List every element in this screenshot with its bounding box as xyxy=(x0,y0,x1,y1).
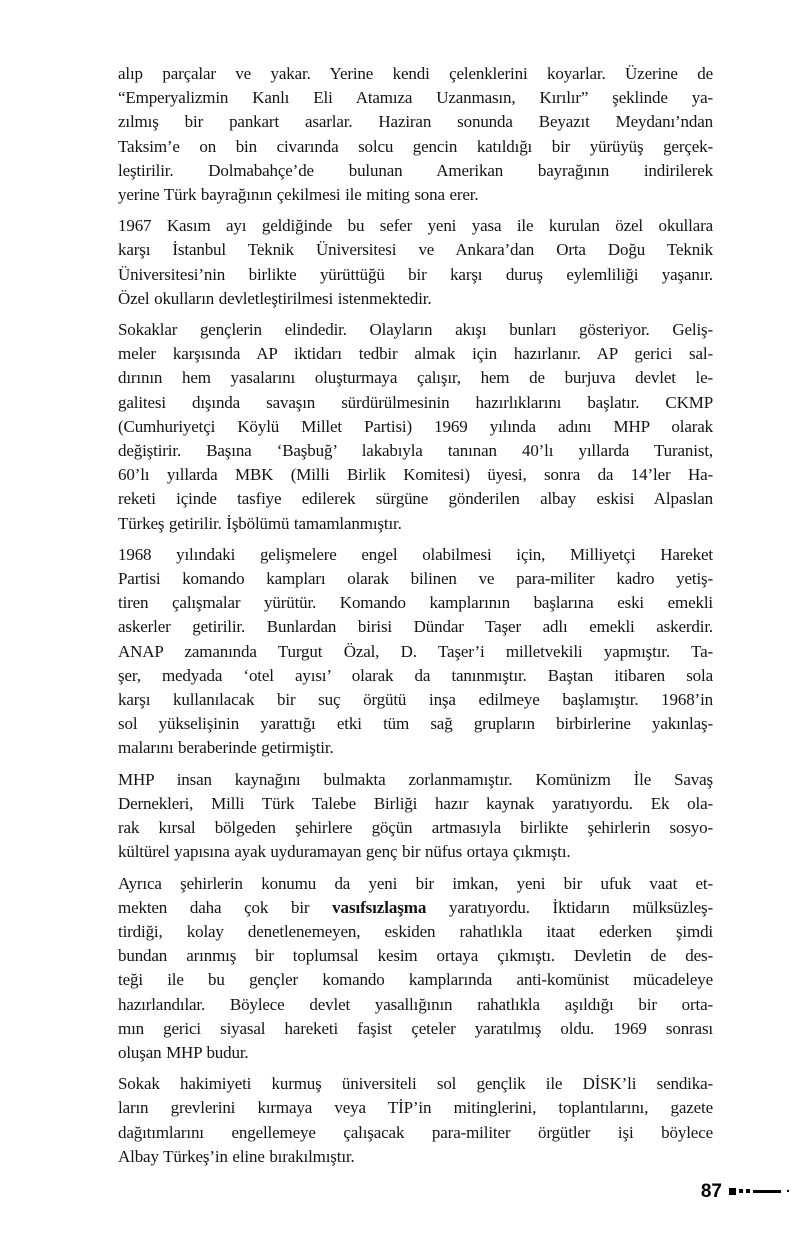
text-line: Partisi komando kampları olarak bilinen ve para-militer kadro yetiş- xyxy=(118,569,713,589)
text-line: ANAP zamanında Turgut Özal, D. Taşer’i milletvekili yapmıştır. Ta- xyxy=(118,641,713,661)
paragraph xyxy=(118,62,713,207)
text-line: tirdiği, kolay denetlenemeyen, eskiden rahatlıkla itaat ederken şimdi xyxy=(118,921,713,941)
text-line: ların grevlerini kırmaya veya TİP’in mitinglerini, toplantılarını, gazete xyxy=(118,1098,713,1118)
paragraph xyxy=(118,1072,713,1169)
ornament-dot xyxy=(787,1190,789,1192)
text-line: karşı İstanbul Teknik Üniversitesi ve Ankara’dan Orta Doğu Teknik xyxy=(118,240,713,260)
text-line: Albay Türkeş’in eline bırakılmıştır. xyxy=(118,1146,355,1166)
text-line: Taksim’e on bin civarında solcu gencin katıldığı bir yürüyüş gerçek- xyxy=(118,136,713,156)
text-line: malarını beraberinde getirmiştir. xyxy=(118,738,334,758)
text-line: 1968 yılındaki gelişmelere engel olabilmesi için, Milliyetçi Hareket xyxy=(118,544,713,564)
text-line: Sokak hakimiyeti kurmuş üniversiteli sol gençlik ile DİSK’li sendika- xyxy=(118,1074,713,1094)
page-text xyxy=(118,62,713,1176)
ornament-square-small xyxy=(739,1189,743,1193)
ornament-square-large xyxy=(729,1188,736,1195)
text-line: hazırlandılar. Böylece devlet yasallığının rahatlıkla aşıldığı bir orta- xyxy=(118,994,713,1014)
text-line: bundan arınmış bir toplumsal kesim ortaya çıkmıştı. Devletin de des- xyxy=(118,946,713,966)
text-line: reketi içinde tasfiye edilerek sürgüne gönderilen albay eskisi Alpaslan xyxy=(118,489,713,509)
paragraph xyxy=(118,543,713,761)
text-line: Sokaklar gençlerin elindedir. Olayların akışı bunları gösteriyor. Geliş- xyxy=(118,320,713,340)
text-line: teği ile bu gençler komando kamplarında anti-komünist mücadeleye xyxy=(118,970,713,990)
text-line: değiştirir. Başına ‘Başbuğ’ lakabıyla tanınan 40’lı yıllarda Turanist, xyxy=(118,441,713,461)
text-line: askerler getirilir. Bunlardan birisi Dündar Taşer adlı emekli askerdir. xyxy=(118,617,713,637)
text-line: tiren çalışmalar yürütür. Komando kamplarının başlarına eski emekli xyxy=(118,593,713,613)
paragraph xyxy=(118,872,713,1066)
footer-ornament xyxy=(729,1188,789,1195)
text-line: Özel okulların devletleştirilmesi istenmektedir. xyxy=(118,288,432,308)
text-line: Üniversitesi’nin birlikte yürüttüğü bir karşı duruş eylemliliği yaşanır. xyxy=(118,264,713,284)
text-line: meler karşısında AP iktidarı tedbir almak için hazırlanır. AP gerici sal- xyxy=(118,344,713,364)
text-line: mekten daha çok bir vasıfsızlaşma yaratıyordu. İktidarın mülksüzleş- xyxy=(118,897,713,917)
paragraph xyxy=(118,318,713,536)
ornament-rule xyxy=(753,1190,781,1193)
paragraph xyxy=(118,768,713,865)
text-line: Dernekleri, Milli Türk Talebe Birliği hazır kaynak yaratıyordu. Ek ola- xyxy=(118,793,713,813)
text-line: 60’lı yıllarda MBK (Milli Birlik Komitesi) üyesi, sonra da 14’ler Ha- xyxy=(118,465,713,485)
paragraph xyxy=(118,214,713,311)
text-line: yerine Türk bayrağının çekilmesi ile miting sona erer. xyxy=(118,185,479,205)
text-line: leştirilir. Dolmabahçe’de bulunan Amerikan bayrağının indirilerek xyxy=(118,160,713,180)
text-line: “Emperyalizmin Kanlı Eli Atamıza Uzanmasın, Kırılır” şeklinde ya- xyxy=(118,88,713,108)
text-line: mın gerici siyasal hareketi faşist çeteler yaratılmış oldu. 1969 sonrası xyxy=(118,1018,713,1038)
page-number: 87 xyxy=(700,1180,722,1202)
text-line: oluşan MHP budur. xyxy=(118,1042,249,1062)
text-line: kültürel yapısına ayak uyduramayan genç bir nüfus ortaya çıkmıştı. xyxy=(118,842,571,862)
text-line: zılmış bir pankart asarlar. Haziran sonunda Beyazıt Meydanı’ndan xyxy=(118,112,713,132)
text-line: karşı kullanılacak bir suç örgütü inşa edilmeye başlamıştır. 1968’in xyxy=(118,690,713,710)
text-line: Ayrıca şehirlerin konumu da yeni bir imkan, yeni bir ufuk vaat et- xyxy=(118,873,713,893)
text-line: rak kırsal bölgeden şehirlere göçün artmasıyla birlikte şehirlerin sosyo- xyxy=(118,818,713,838)
text-line: (Cumhuriyetçi Köylü Millet Partisi) 1969 yılında adını MHP olarak xyxy=(118,416,713,436)
text-line: sol yükselişinin yarattığı etki tüm sağ grupların birbirlerine yakınlaş- xyxy=(118,714,713,734)
text-line: galitesi dışında savaşın sürdürülmesinin hazırlıklarını başlatır. CKMP xyxy=(118,392,713,412)
text-line: dağıtımlarını engellemeye çalışacak para-militer örgütler işi böylece xyxy=(118,1122,713,1142)
text-line: alıp parçalar ve yakar. Yerine kendi çelenklerini koyarlar. Üzerine de xyxy=(118,64,713,83)
page-footer xyxy=(701,1180,789,1202)
text-line: şer, medyada ‘otel ayısı’ olarak da tanınmıştır. Baştan itibaren sola xyxy=(118,665,713,685)
text-line: Türkeş getirilir. İşbölümü tamamlanmıştır. xyxy=(118,513,402,533)
ornament-square-small xyxy=(746,1189,750,1193)
text-line: dırının hem yasalarını oluşturmaya çalışır, hem de burjuva devlet le- xyxy=(118,368,713,388)
text-line: MHP insan kaynağını bulmakta zorlanmamıştır. Komünizm İle Savaş xyxy=(118,769,713,789)
text-line: 1967 Kasım ayı geldiğinde bu sefer yeni yasa ile kurulan özel okullara xyxy=(118,216,713,236)
